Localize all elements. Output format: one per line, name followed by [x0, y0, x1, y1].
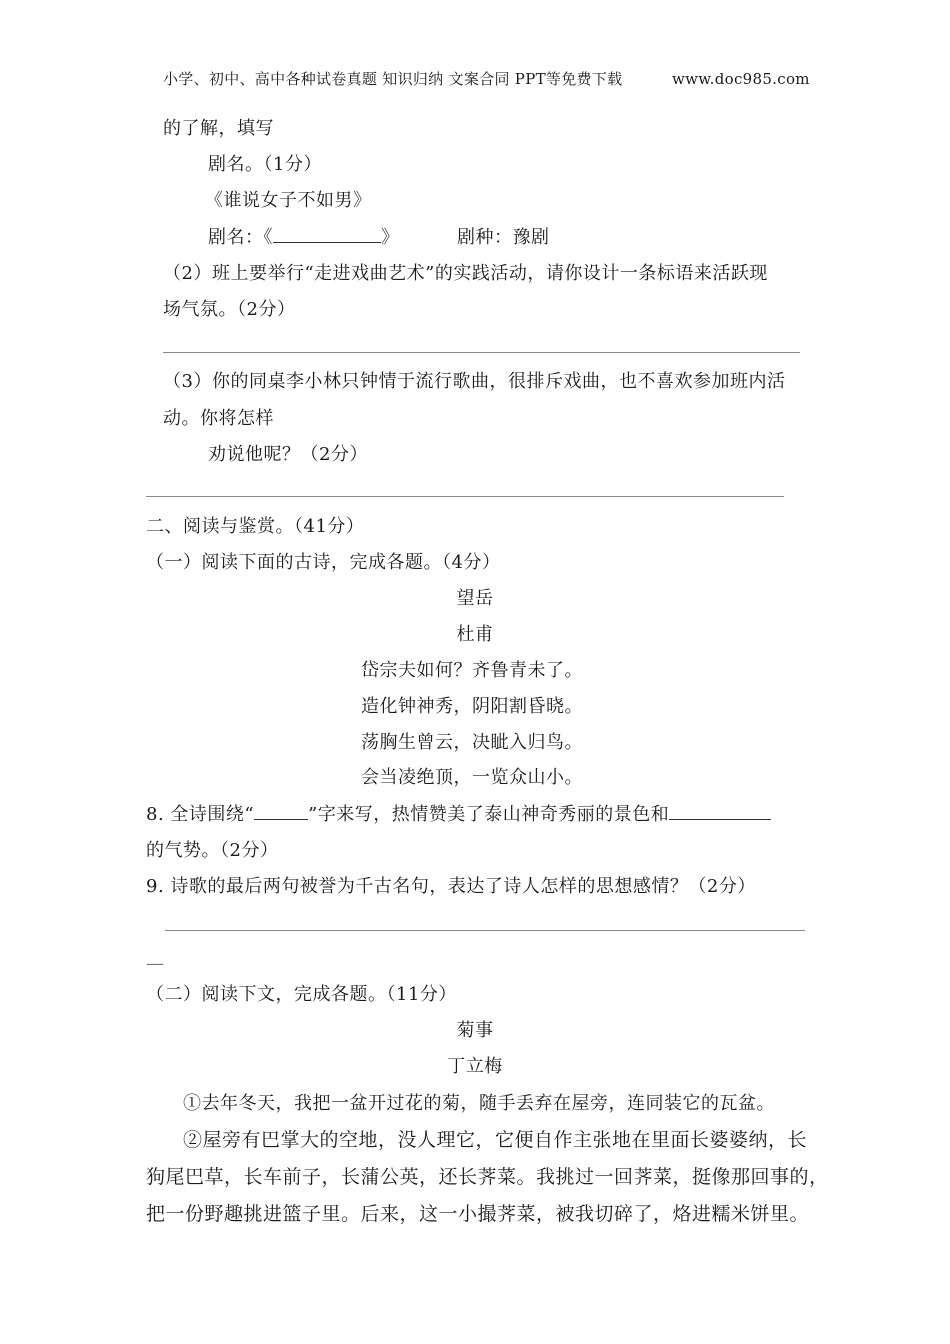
poem-line: 岱宗夫如何？齐鲁青未了。 — [361, 660, 583, 681]
play-name-close-bracket: 》 — [381, 227, 400, 248]
q8-text-a: 8. 全诗围绕“ — [146, 804, 255, 825]
q9-answer-line[interactable] — [165, 930, 805, 931]
essay-paragraph-2-line1: ②屋旁有巴掌大的空地，没人理它，它便自作主张地在里面长婆婆纳，长 — [183, 1129, 808, 1151]
q1-continued-line: 的了解，填写 — [163, 118, 274, 139]
q8-blank-2[interactable] — [669, 819, 771, 820]
q3-answer-line[interactable] — [146, 496, 784, 497]
poem-author: 杜甫 — [456, 624, 494, 645]
play-name-fill-line — [208, 226, 400, 250]
part2-intro: （二）阅读下文，完成各题。（11分） — [146, 984, 457, 1005]
play-title-example: 《谁说女子不如男》 — [205, 190, 372, 211]
q8-line2: 的气势。（2分） — [146, 840, 279, 861]
q8-blank-1[interactable] — [254, 819, 308, 820]
part1-intro: （一）阅读下面的古诗，完成各题。（4分） — [146, 552, 501, 573]
section2-title: 二、阅读与鉴赏。（41分） — [146, 516, 365, 537]
q8-text-b: ”字来写，热情赞美了泰山神奇秀丽的景色和 — [308, 804, 670, 825]
poem-line: 造化钟神秀，阴阳割昏晓。 — [361, 696, 583, 717]
q3-text-line3: 劝说他呢？（2分） — [208, 444, 368, 465]
q9-question: 9. 诗歌的最后两句被誉为千古名句，表达了诗人怎样的思想感情？（2分） — [146, 876, 756, 897]
q9-answer-line-tail: — — [146, 953, 165, 974]
q2-answer-line[interactable] — [163, 352, 800, 353]
essay-author: 丁立梅 — [447, 1056, 503, 1077]
essay-paragraph-2-line3: 把一份野趣挑进篮子里。后来，这一小撮荠菜，被我切碎了，烙进糯米饼里。 — [146, 1203, 810, 1225]
header-left-text: 小学、初中、高中各种试卷真题 知识归纳 文案合同 PPT等免费下载 — [163, 70, 623, 88]
poem-line: 荡胸生曾云，决眦入归鸟。 — [361, 732, 583, 753]
essay-paragraph-2-line2: 狗尾巴草，长车前子，长蒲公英，还长荠菜。我挑过一回荠菜，挺像那回事的， — [146, 1166, 829, 1188]
q3-text-line2: 动。你将怎样 — [163, 408, 274, 429]
play-name-label: 剧名：《 — [208, 227, 273, 248]
q3-text-line1: （3）你的同桌李小林只钟情于流行歌曲，很排斥戏曲，也不喜欢参加班内活 — [163, 371, 786, 392]
poem-line: 会当凌绝顶，一览众山小。 — [361, 767, 583, 788]
essay-paragraph-1: ①去年冬天，我把一盆开过花的菊，随手丢弃在屋旁，连同装它的瓦盆。 — [183, 1093, 775, 1114]
q1-score-line: 剧名。（1分） — [208, 154, 322, 175]
opera-type-label: 剧种：豫剧 — [457, 227, 550, 248]
q2-text-line1: （2）班上要举行“走进戏曲艺术”的实践活动，请你设计一条标语来活跃现 — [163, 263, 768, 284]
essay-title: 菊事 — [456, 1020, 494, 1041]
q2-text-line2: 场气氛。（2分） — [163, 299, 296, 320]
header-site-url: www.doc985.com — [672, 70, 810, 88]
poem-title: 望岳 — [456, 588, 494, 609]
q8-line1 — [146, 803, 771, 827]
play-name-blank[interactable] — [273, 242, 381, 243]
